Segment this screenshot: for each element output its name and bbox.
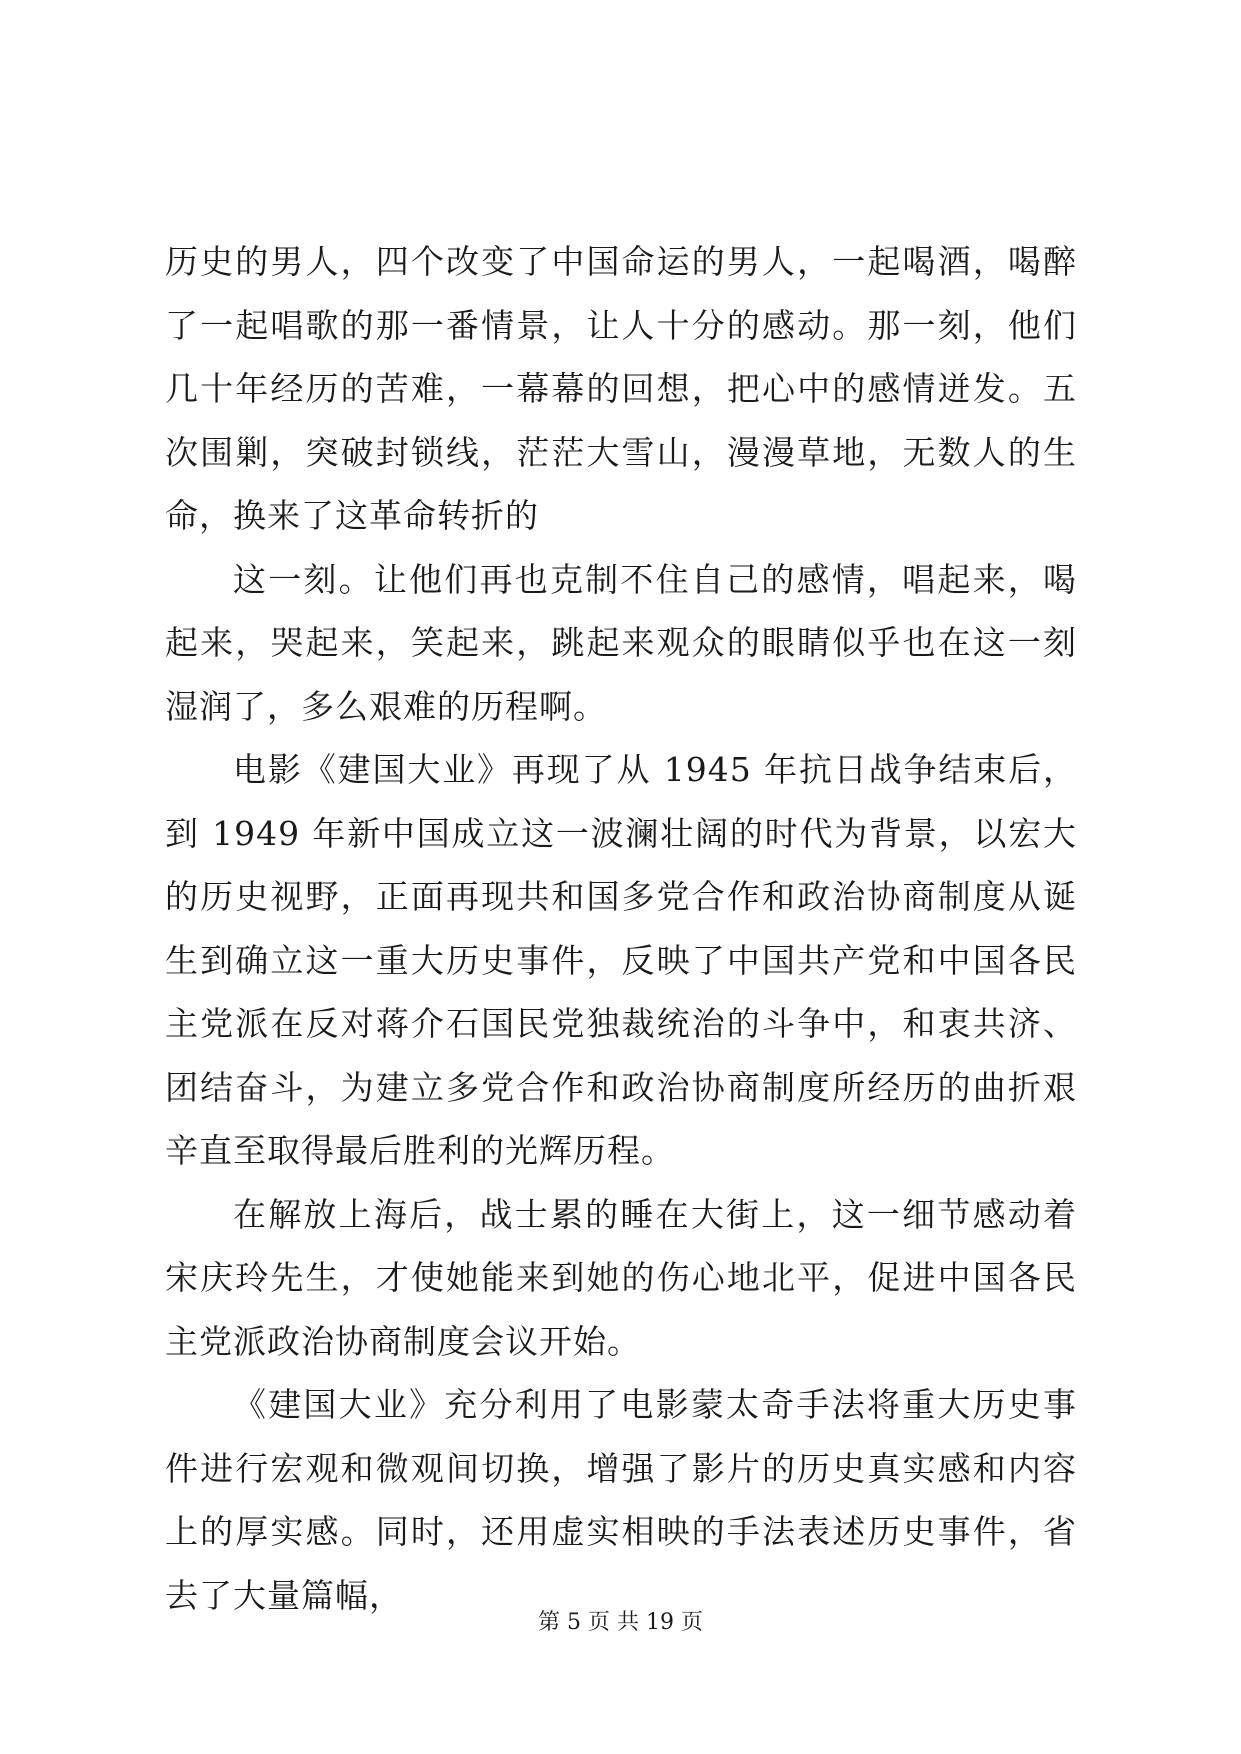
paragraph: 在解放上海后，战士累的睡在大街上，这一细节感动着宋庆玲先生，才使她能来到她的伤心地北平，促进中国各民主党派政治协商制度会议开始。 [165, 1194, 1077, 1361]
document-body [165, 230, 1077, 1627]
paragraph: 《建国大业》充分利用了电影蒙太奇手法将重大历史事件进行宏观和微观间切换，增强了影片的历史真实感和内容上的厚实感。同时，还用虚实相映的手法表述历史事件，省去了大量篇幅， [165, 1385, 1077, 1615]
paragraph-continuation: 历史的男人，四个改变了中国命运的男人，一起喝酒，喝醉了一起唱歌的那一番情景，让人十分的感动。那一刻，他们几十年经历的苦难，一幕幕的回想，把心中的感情迸发。五次围剿，突破封锁线，茫茫大雪山，漫漫草地，无数人的生命，换来了这革命转折的 [165, 242, 1077, 535]
paragraph: 电影《建国大业》再现了从 1945 年抗日战争结束后，到 1949 年新中国成立这一波澜壮阔的时代为背景，以宏大的历史视野，正面再现共和国多党合作和政治协商制度从诞生到确立这一重大历史事件，反映了中国共产党和中国各民主党派在反对蒋介石国民党独裁统治的斗争中，和衷共济、团结奋斗，为建立多党合作和政治协商制度所经历的曲折艰辛直至取得最后胜利的光辉历程。 [165, 750, 1077, 1170]
paragraph: 这一刻。让他们再也克制不住自己的感情，唱起来，喝起来，哭起来，笑起来，跳起来观众的眼睛似乎也在这一刻湿润了，多么艰难的历程啊。 [165, 559, 1077, 726]
page-number-footer: 第 5 页 共 19 页 [538, 1610, 703, 1635]
